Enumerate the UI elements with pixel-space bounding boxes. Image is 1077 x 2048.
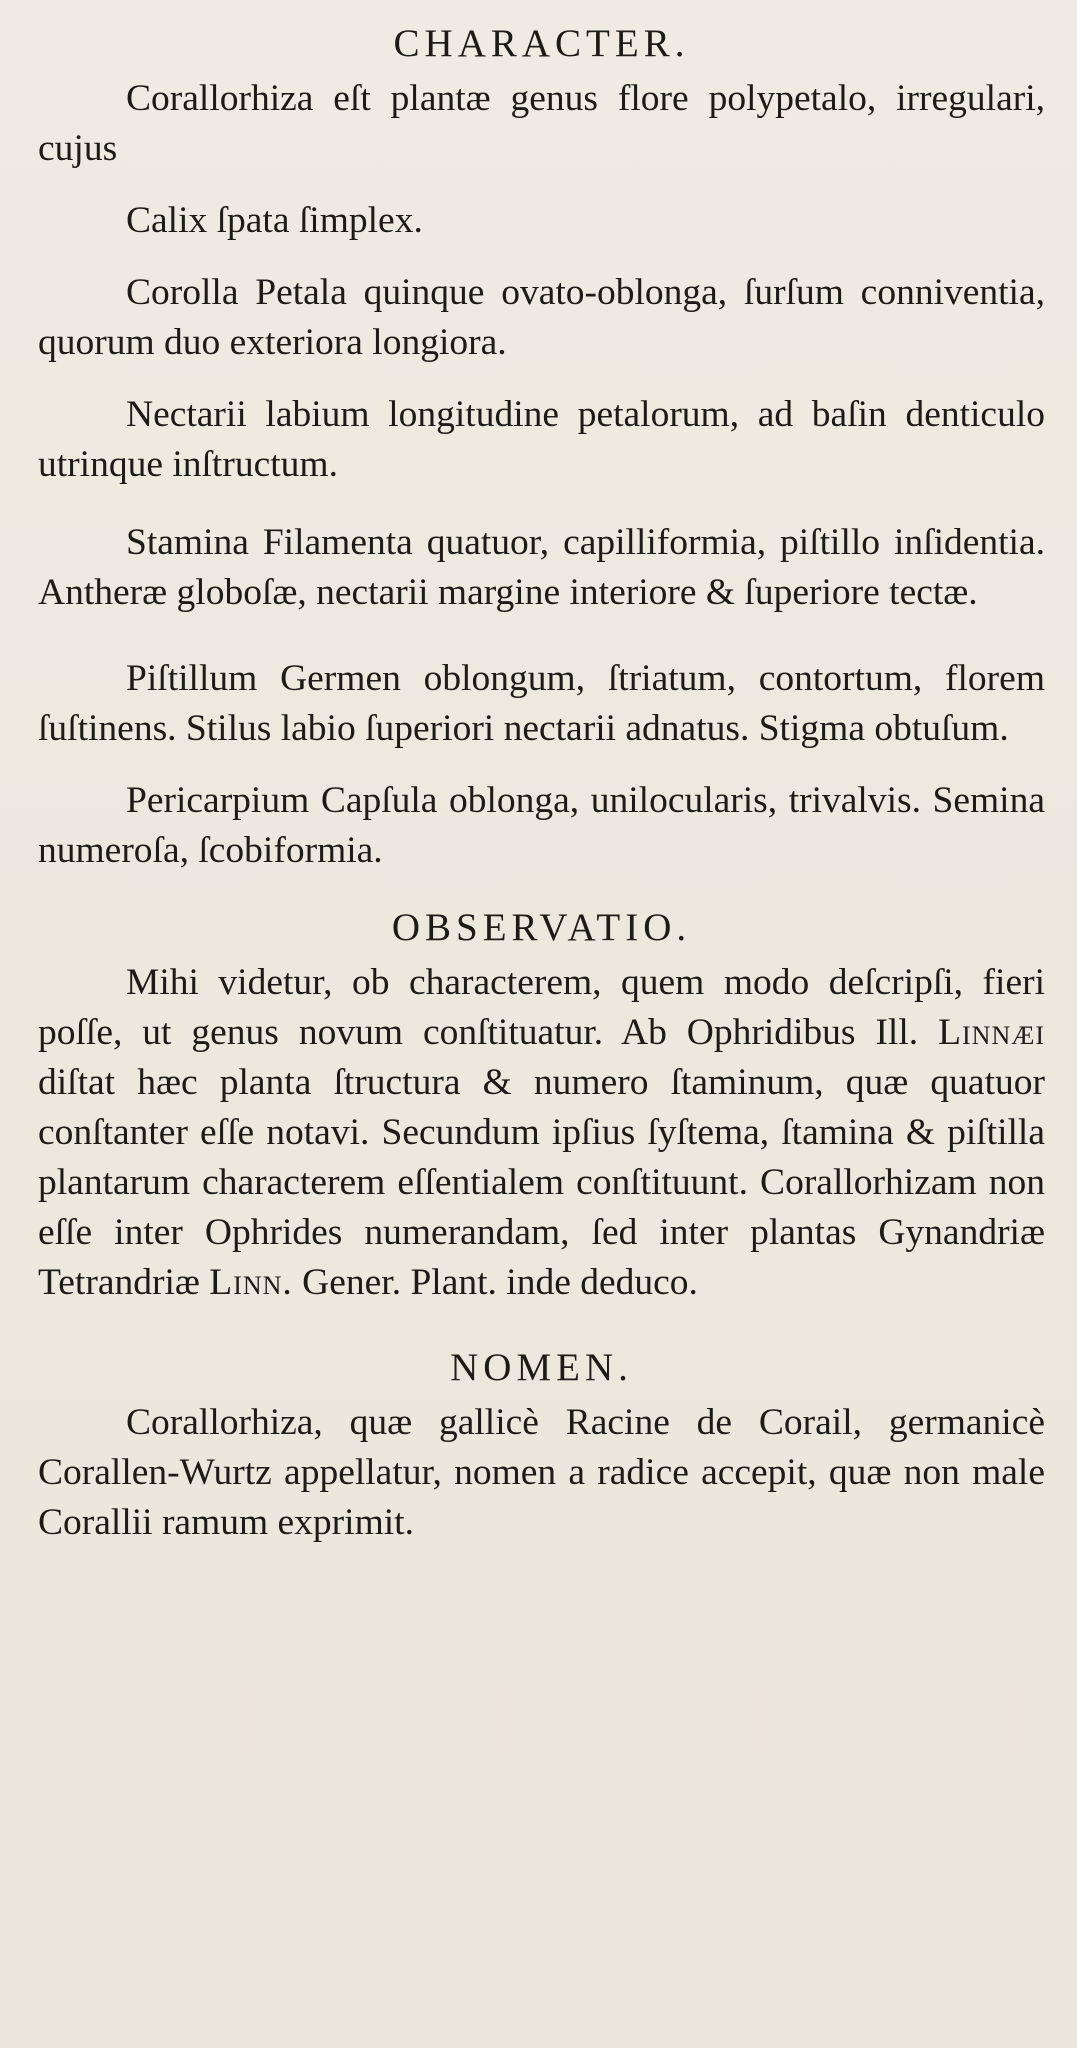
nomen-heading: NOMEN. [450, 1346, 633, 1389]
pericarpium-paragraph: Pericarpium Capſula oblonga, unilocularis, trivalvis. Semina numeroſa, ſcobiformia. [38, 780, 1045, 871]
nomen-paragraph: Corallorhiza, quæ gallicè Racine de Corail, germanicè Corallen-Wurtz appellatur, nomen a radice accepit, quæ non male Corallii ramum exprimit. [38, 1402, 1045, 1543]
linn-abbrev: Linn. [209, 1262, 293, 1303]
corolla-paragraph: Corolla Petala quinque ovato-oblonga, ſurſum conniventia, quorum duo exteriora longiora. [38, 272, 1045, 363]
observatio-text-part1: Mihi videtur, ob characterem, quem modo deſcripſi, fieri poſſe, ut genus novum conſtituatur. Ab Ophridibus Ill. [38, 962, 1045, 1053]
linnaei-name: Linnæi [938, 1012, 1046, 1053]
calix-paragraph: Calix ſpata ſimplex. [126, 200, 423, 241]
nectarii-paragraph: Nectarii labium longitudine petalorum, ad baſin denticulo utrinque inſtructum. [38, 394, 1045, 485]
observatio-heading: OBSERVATIO. [391, 906, 692, 949]
character-heading: CHARACTER. [393, 22, 690, 65]
observatio-text-part3: Gener. Plant. inde deduco. [302, 1262, 698, 1303]
observatio-text-part2: diſtat hæc planta ſtructura & numero ſtaminum, quæ quatuor conſtanter eſſe notavi. Secundum ipſius ſyſtema, ſtamina & piſtilla plantarum characterem eſſentialem conſtituunt. Corallorhizam non eſſe inter Ophrides numerandam, ſed inter plantas Gynandriæ Tetrandriæ [38, 1062, 1045, 1303]
pistillum-paragraph: Piſtillum Germen oblongum, ſtriatum, contortum, florem ſuſtinens. Stilus labio ſuperiori nectarii adnatus. Stigma obtuſum. [38, 658, 1045, 749]
observatio-paragraph [38, 958, 1045, 1308]
stamina-paragraph: Stamina Filamenta quatuor, capilliformia, piſtillo inſidentia. Antheræ globoſæ, nectarii margine interiore & ſuperiore tectæ. [38, 522, 1045, 613]
character-intro: Corallorhiza eſt plantæ genus flore polypetalo, irregulari, cujus [38, 78, 1045, 169]
